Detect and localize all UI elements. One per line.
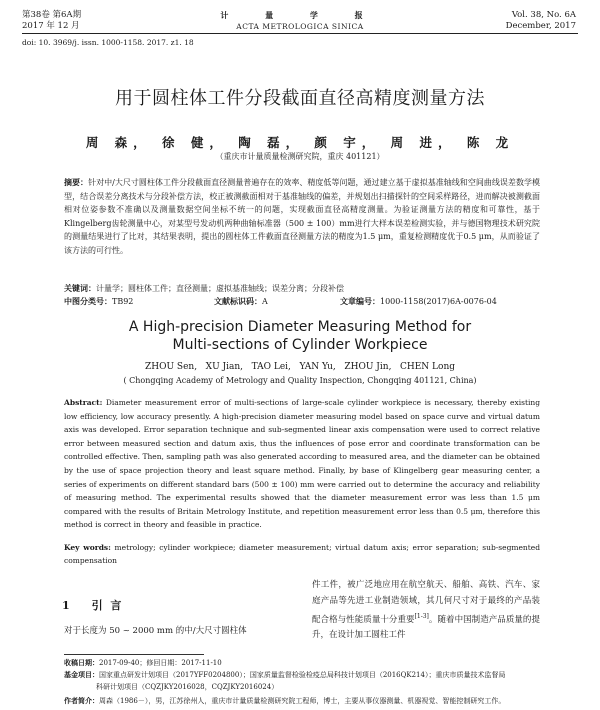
clc-label: 中图分类号： bbox=[64, 296, 112, 306]
footnote-received bbox=[64, 658, 556, 668]
keywords-en-text: metrology; cylinder workpiece; diameter measurement; virtual datum axis; error separation; sub-segmented compensation bbox=[64, 543, 540, 565]
section-title: 引 言 bbox=[91, 599, 122, 612]
document-code bbox=[214, 296, 268, 307]
journal-name-en: ACTA METROLOGICA SINICA bbox=[236, 22, 364, 31]
clc-value: TB92 bbox=[112, 297, 134, 306]
paper-title-en bbox=[0, 318, 600, 354]
date-cn: 2017 年 12 月 bbox=[22, 21, 80, 31]
paper-title-en-line1: A High-precision Diameter Measuring Method for bbox=[128, 319, 472, 335]
footnote-author bbox=[64, 696, 556, 706]
paper-title-cn: 用于圆柱体工件分段截面直径高精度测量方法 bbox=[115, 88, 485, 109]
affiliation-en: ( Chongqing Academy of Metrology and Quality Inspection, Chongqing 401121, China) bbox=[123, 376, 477, 385]
section-heading-intro bbox=[62, 597, 121, 613]
keywords-cn bbox=[64, 283, 540, 294]
received-text: 2017-09-40；修回日期：2017-11-10 bbox=[99, 659, 222, 667]
abstract-cn-text: 针对中/大尺寸圆柱体工件分段截面直径测量普遍存在的效率、精度低等问题，通过建立基于虚拟基准轴线和空间曲线误差数学模型，结合误差分离技术与分段补偿方法，校正被测截面相对于基准轴线的偏差，并规划出扫描探针的空间采样路径，进而解决被测截面相对位姿参数不准确以及测量数据空间坐标不统一的问题，实现截面直径高精度测量。为验证测量方法的精度和可靠性，基于Klingelberg齿轮测量中心，对某型号发动机两种曲轴标准器（500 ± 100）mm进行大样本误差检测实验，并与德国物理技术研究院的测量结果进行了比对，其结果表明，提出的圆柱体工件截面直径测量方法的精度为1.5 μm，重复检测精度优于0.5 μm，从而验证了该方法的可行性。 bbox=[64, 178, 540, 255]
document-code-value: A bbox=[262, 297, 268, 306]
footnote-fund-cont: 科研计划项目（CQZJKY2016028，CQZJKY2016024） bbox=[96, 683, 279, 691]
fund-label: 基金项目： bbox=[64, 670, 99, 679]
article-number-value: 1000-1158(2017)6A-0076-04 bbox=[380, 297, 497, 306]
affiliation-cn: （重庆市计量质量检测研究院，重庆 401121） bbox=[215, 152, 385, 161]
volume-cn: 第38卷 第6A期 bbox=[22, 10, 82, 20]
received-label: 收稿日期： bbox=[64, 658, 99, 667]
doi: doi: 10. 3969/j. issn. 1000-1158. 2017. z1. 18 bbox=[22, 38, 194, 47]
abstract-en bbox=[64, 396, 540, 532]
footnote-rule bbox=[64, 654, 204, 655]
document-code-label: 文献标识码： bbox=[214, 296, 262, 306]
abstract-cn bbox=[64, 176, 540, 257]
intro-left-column: 对于长度为 50 ~ 2000 mm 的中/大尺寸圆柱体 bbox=[64, 626, 247, 636]
journal-name-cn: 计 量 学 报 bbox=[220, 10, 380, 20]
clc-number bbox=[64, 296, 133, 307]
author-bio-label: 作者简介： bbox=[64, 696, 99, 705]
journal-issue-en bbox=[506, 10, 576, 32]
footnote-fund bbox=[64, 670, 556, 680]
fund-text: 国家重点研发计划项目（2017YFF0204800）；国家质量监督检验检疫总局科技计划项目（2016QK214）；重庆市质量技术监督局 bbox=[99, 671, 506, 679]
author-bio-text: 周森（1986－），男，江苏徐州人，重庆市计量质量检测研究院工程师，博士，主要从事仪器测量、机器视觉、智能控制研究工作。 bbox=[99, 697, 506, 705]
abstract-en-label: Abstract: bbox=[64, 398, 103, 407]
article-number-label: 文章编号： bbox=[340, 296, 380, 306]
keywords-en bbox=[64, 541, 540, 567]
intro-right-text-b: 。随着中国制造产品质量的提升，在设计加工圆柱工件 bbox=[312, 614, 540, 641]
intro-right-column bbox=[312, 578, 540, 644]
abstract-en-text: Diameter measurement error of multi-sections of large-scale cylinder workpiece is necessary, thereby existing low efficiency, low accuracy presently. A high-precision diameter measuring model based on space curve and virtual datum axis was developed. Error separation technique and sub-segmented linear axis compensation were used to correct relative error between measured section and datum axis, thus the influences of pose error and coordinate transformation can be controlled effective. Then, sampling path was also generated according to measured area, and the diameter can be obtained by the use of space projection theory and least square method. Finally, by base of Klingelberg gear measuring center, a series of experiments on different standard bars (500 ± 100) mm were carried out to determine the accuracy and reliability of measuring method. The experimental results showed that the diameter measurement error was less than 1.5 μm compared with the results of Britain Metrology Institute, and repetition measurement error less than 0.5 μm, therefore this method is correct in theory and feasible in practice. bbox=[64, 398, 540, 530]
keywords-en-label: Key words: bbox=[64, 543, 111, 552]
paper-title-en-line2: Multi-sections of Cylinder Workpiece bbox=[172, 337, 428, 353]
volume-en: Vol. 38, No. 6A bbox=[511, 10, 576, 20]
authors-en: ZHOU Sen, XU Jian, TAO Lei, YAN Yu, ZHOU Jin, CHEN Long bbox=[145, 362, 455, 372]
intro-right-text-a: 件工件，被广泛地应用在航空航天、船舶、高铁、汽车、家庭产品等先进工业制造领域，其几何尺寸对于最终的产品装配合格与性能质量十分重要 bbox=[312, 580, 540, 625]
authors-cn: 周 森， 徐 健， 陶 磊， 颜 宇， 周 进， 陈 龙 bbox=[85, 135, 515, 150]
citation: [1-3] bbox=[414, 613, 429, 620]
abstract-cn-label: 摘要： bbox=[64, 177, 89, 187]
article-number bbox=[340, 296, 497, 307]
date-en: December, 2017 bbox=[505, 21, 576, 31]
keywords-cn-text: 计量学；圆柱体工件；直径测量；虚拟基准轴线；误差分离；分段补偿 bbox=[96, 284, 344, 293]
section-number: 1 bbox=[62, 599, 70, 612]
keywords-cn-label: 关键词： bbox=[64, 283, 96, 293]
header-rule bbox=[22, 33, 578, 34]
